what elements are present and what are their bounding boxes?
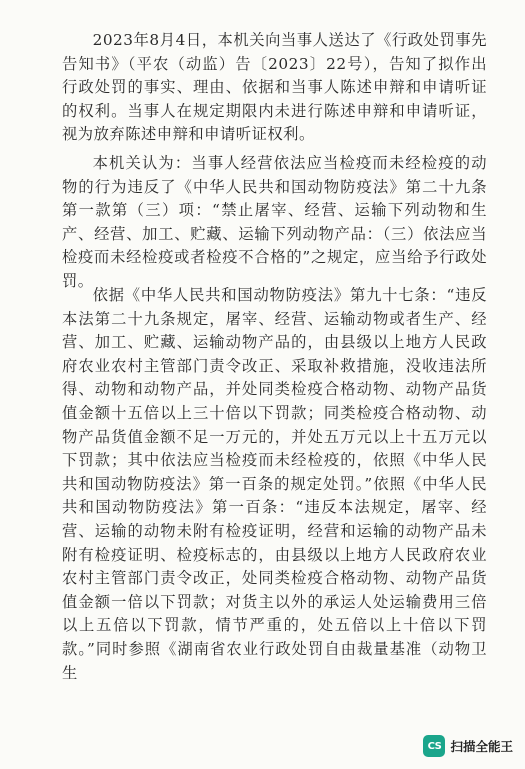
camscanner-logo-icon: CS (423, 735, 445, 757)
paragraph-finding: 本机关认为：当事人经营依法应当检疫而未经检疫的动物的行为违反了《中华人民共和国动物防疫法》第二十九条第一款第（三）项：“禁止屠宰、经营、运输下列动物和生产、经营、加工、贮藏、运输下列动物产品：（三）依法应当检疫而未经检疫或者检疫不合格的”之规定，应当给予行政处罚。 (62, 154, 487, 290)
paragraph-legal-basis: 依据《中华人民共和国动物防疫法》第九十七条：“违反本法第二十九条规定，屠宰、经营、运输动物或者生产、经营、加工、贮藏、运输动物产品的，由县级以上地方人民政府农业农村主管部门责令改正、采取补救措施，没收违法所得、动物和动物产品，并处同类检疫合格动物、动物产品货值金额十五倍以上三十倍以下罚款；同类检疫合格动物、动物产品货值金额不足一万元的，并处五万元以上十五万元以下罚款；其中依法应当检疫而未经检疫的，依照《中华人民共和国动物防疫法》第一百条的规定处罚。”依照《中华人民共和国动物防疫法》第一百条：“违反本法规定，屠宰、经营、运输的动物未附有检疫证明，经营和运输的动物产品未附有检疫证明、检疫标志的，由县级以上地方人民政府农业农村主管部门责令改正，处同类检疫合格动物、动物产品货值金额一倍以下罚款；对货主以外的承运人处运输费用三倍以上五倍以下罚款，情节严重的，处五倍以上十倍以下罚款。”同时参照《湖南省农业行政处罚自由裁量基准（动物卫生 (62, 286, 487, 682)
paragraph-notice: 2023年8月4日，本机关向当事人送达了《行政处罚事先告知书》（平农（动监）告〔2023〕22号），告知了拟作出行政处罚的事实、理由、依据和当事人陈述申辩和申请听证的权利。当事人在规定期限内未进行陈述申辩和申请听证，视为放弃陈述申辩和申请听证权利。 (62, 31, 487, 144)
scanner-watermark (423, 735, 513, 757)
scanner-app-label: 扫描全能王 (450, 739, 513, 754)
